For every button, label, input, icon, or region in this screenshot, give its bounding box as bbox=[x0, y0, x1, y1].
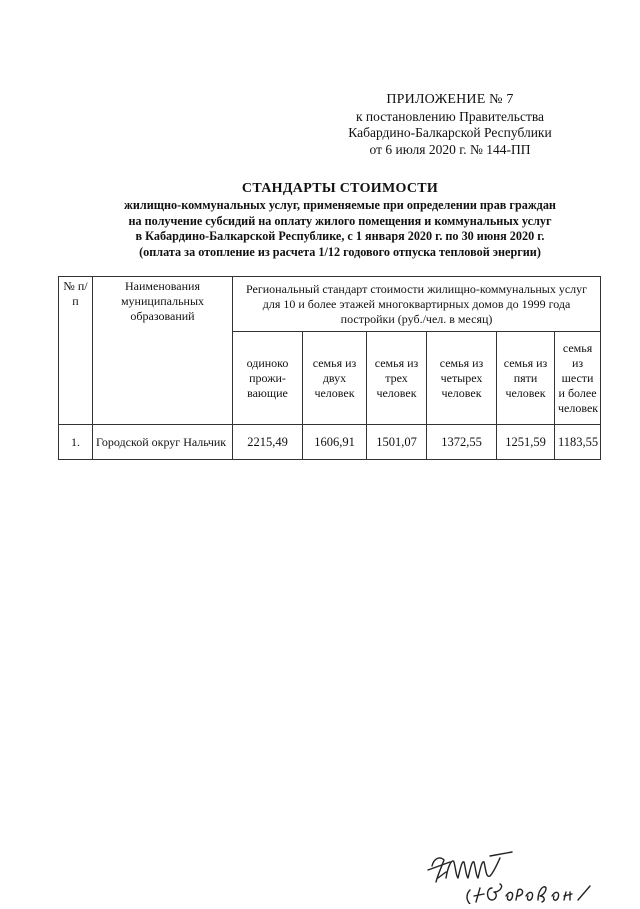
subheader-six-plus: семья из шести и более человек bbox=[555, 332, 601, 425]
appendix-block bbox=[300, 92, 600, 158]
appendix-line-1: к постановлению Правительства bbox=[355, 108, 545, 124]
value-six-plus: 1183,55 bbox=[555, 425, 601, 460]
handwritten-signature bbox=[420, 848, 620, 904]
subheader-four: семья из четырех человек bbox=[427, 332, 497, 425]
heading-line-3: в Кабардино-Балкарской Республике, с 1 января 2020 г. по 30 июня 2020 г. bbox=[135, 229, 545, 243]
heading-title: СТАНДАРТЫ СТОИМОСТИ bbox=[241, 181, 439, 196]
subheader-two: семья из двух человек bbox=[303, 332, 367, 425]
heading-line-1: жилищно-коммунальных услуг, применяемые при определении прав граждан bbox=[124, 198, 556, 212]
value-three: 1501,07 bbox=[367, 425, 427, 460]
value-five: 1251,59 bbox=[497, 425, 555, 460]
appendix-line-2: Кабардино-Балкарской Республики bbox=[348, 125, 552, 140]
signature-drawing bbox=[420, 848, 620, 904]
subheader-single: одиноко прожи-вающие bbox=[233, 332, 303, 425]
subheader-three: семья из трех человек bbox=[367, 332, 427, 425]
value-single: 2215,49 bbox=[233, 425, 303, 460]
header-name: Наименования муниципальных образований bbox=[93, 277, 233, 425]
table-row bbox=[59, 425, 601, 460]
row-name: Городской округ Нальчик bbox=[93, 425, 233, 460]
document-heading bbox=[60, 180, 620, 260]
row-num: 1. bbox=[59, 425, 93, 460]
value-two: 1606,91 bbox=[303, 425, 367, 460]
header-group: Региональный стандарт стоимости жилищно-коммунальных услуг для 10 и более этажей многоквартирных домов до 1999 года постройки (руб./чел. в месяц) bbox=[233, 277, 601, 332]
standards-table bbox=[58, 276, 601, 460]
subheader-five: семья из пяти человек bbox=[497, 332, 555, 425]
heading-line-2: на получение субсидий на оплату жилого помещения и коммунальных услуг bbox=[128, 213, 552, 228]
value-four: 1372,55 bbox=[427, 425, 497, 460]
table-header-row bbox=[59, 277, 601, 332]
header-num: № п/п bbox=[59, 277, 93, 425]
heading-line-4: (оплата за отопление из расчета 1/12 годового отпуска тепловой энергии) bbox=[139, 244, 541, 259]
appendix-line-3: от 6 июля 2020 г. № 144-ПП bbox=[369, 141, 531, 157]
appendix-title: ПРИЛОЖЕНИЕ № 7 bbox=[386, 92, 514, 107]
